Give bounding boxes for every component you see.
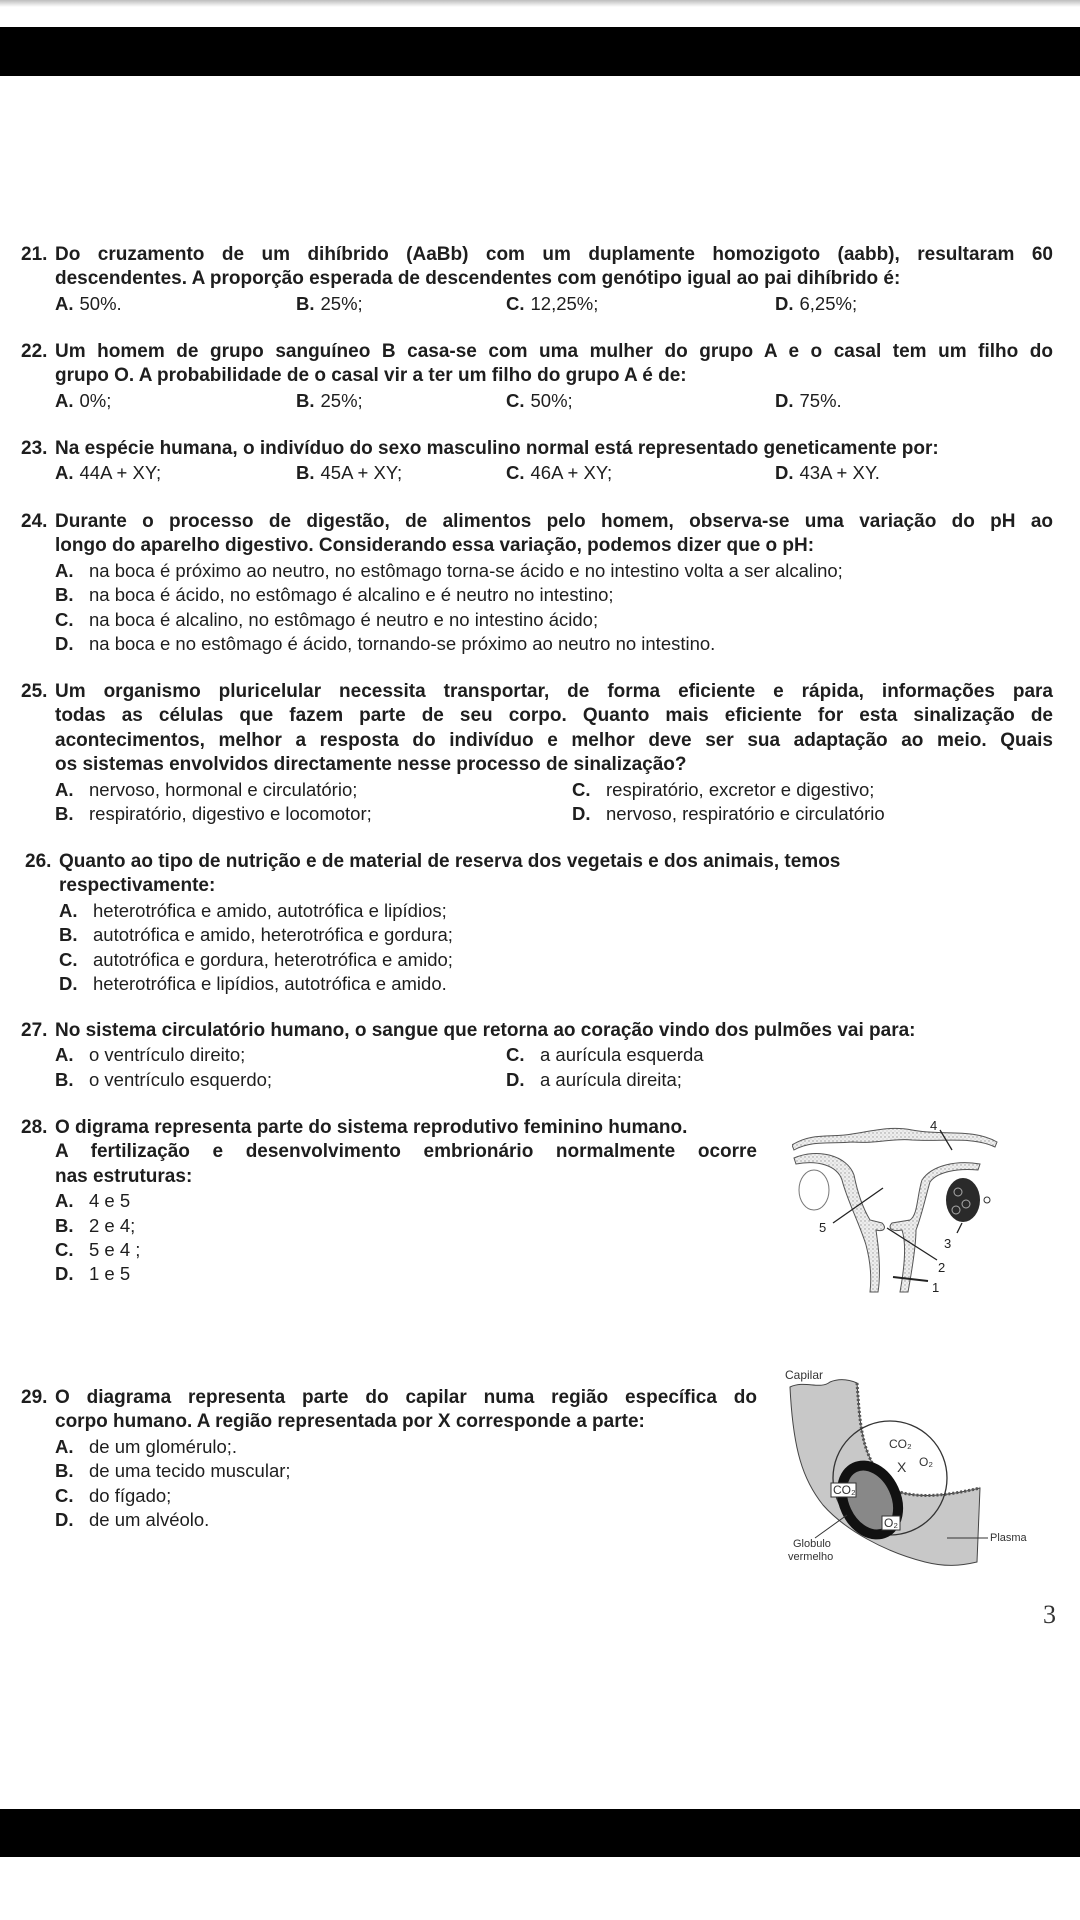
option-letter: D. [55,1263,74,1285]
option-b[interactable] [55,1459,291,1483]
answer-options [21,389,1053,413]
option-text: de uma tecido muscular; [89,1460,291,1482]
answer-options [25,899,1057,997]
option-row [21,802,1053,826]
option-row [21,1508,757,1532]
option-letter: B. [296,462,315,484]
option-row [21,461,1053,485]
question-stem [21,510,1053,559]
option-letter: A. [55,292,74,314]
question-text-line: todas as células que fazem parte de seu corpo. Quanto mais eficiente for esta sinalização de [55,705,1053,727]
option-letter: D. [59,972,78,994]
option-d[interactable] [59,972,447,996]
option-c[interactable] [55,1484,171,1508]
option-letter: B. [59,924,78,946]
option-letter: D. [55,632,74,654]
option-row [21,1238,757,1262]
question-text-line: nas estruturas: [55,1165,193,1187]
option-a[interactable] [59,899,447,923]
option-text: 44A + XY; [79,462,162,484]
label-4: 4 [930,1120,938,1133]
option-text: 50%; [530,389,573,411]
option-text: do fígado; [89,1484,172,1506]
option-letter: C. [572,778,591,800]
answer-options [21,1435,757,1533]
option-text: 45A + XY; [320,462,403,484]
option-a[interactable] [55,461,161,485]
label-co2: CO₂ [889,1437,912,1451]
option-d[interactable] [55,1508,209,1532]
ovum-icon [984,1197,990,1203]
option-letter: A. [55,462,74,484]
label-plasma: Plasma [990,1532,1027,1544]
question-21 [21,243,1053,316]
option-d[interactable] [506,1068,682,1092]
top-shadow [0,0,1080,7]
question-text-line: os sistemas envolvidos directamente nesse processo de sinalização? [55,754,687,776]
option-text: o ventrículo esquerdo; [89,1068,273,1090]
left-ovary-outline [799,1170,829,1210]
option-c[interactable] [55,1238,140,1262]
option-letter: C. [506,1044,525,1066]
option-row [21,1459,757,1483]
question-text-line: Quanto ao tipo de nutrição e de material de reserva dos vegetais e dos animais, temos [59,851,841,872]
option-row [21,583,1053,607]
left-tube [794,1153,884,1292]
question-number: 24. [21,511,48,532]
question-text-line: respectivamente: [59,875,216,897]
question-stem [21,243,1053,292]
option-d[interactable] [775,389,842,413]
question-number: 22. [21,341,48,362]
option-row [21,1068,1053,1092]
option-row [21,1214,757,1238]
question-text-line: No sistema circulatório humano, o sangue que retorna ao coração vindo dos pulmões vai para: [55,1020,916,1041]
uterine-tube-4 [792,1128,997,1150]
answer-options [21,1043,1053,1092]
question-text-line: Durante o processo de digestão, de alimentos pelo homem, observa-se uma variação do pH ao [55,511,1053,532]
option-letter: B. [55,1068,74,1090]
label-o2-box: O₂ [884,1516,898,1530]
question-text-line: O digrama representa parte do sistema reprodutivo feminino humano. [55,1117,688,1138]
option-c[interactable] [59,948,453,972]
label-5: 5 [819,1220,827,1235]
option-letter: C. [55,1484,74,1506]
option-text: a aurícula esquerda [540,1044,704,1066]
option-text: 25%; [320,292,363,314]
option-letter: D. [572,803,591,825]
question-text-line: longo do aparelho digestivo. Considerando essa variação, podemos dizer que o pH: [55,535,815,557]
option-text: 2 e 4; [89,1214,136,1236]
option-text: 43A + XY. [799,462,880,484]
option-text: nervoso, respiratório e circulatório [606,803,885,825]
option-letter: D. [506,1068,525,1090]
option-text: na boca é próximo ao neutro, no estômago torna-se ácido e no intestino volta a ser alcalino; [89,559,843,581]
question-number: 28. [21,1117,48,1138]
option-letter: C. [59,948,78,970]
question-text-line: Do cruzamento de um dihíbrido (AaBb) com um duplamente homozigoto (aabb), resultaram 60 [55,244,1053,265]
capillary-diagram [785,1370,1035,1570]
option-letter: A. [55,389,74,411]
option-row [21,1484,757,1508]
question-text-line: corpo humano. A região representada por X corresponde a parte: [55,1411,645,1433]
option-text: autotrófica e gordura, heterotrófica e amido; [93,948,453,970]
top-black-bar [0,27,1080,76]
option-b[interactable] [55,1214,135,1238]
option-a[interactable] [55,389,111,413]
option-letter: A. [55,1190,74,1212]
option-text: respiratório, digestivo e locomotor; [89,803,372,825]
option-letter: A. [55,1435,74,1457]
option-row [21,559,1053,583]
option-letter: D. [55,1508,74,1530]
label-vermelho: vermelho [788,1551,834,1563]
option-row [25,923,1057,947]
option-b[interactable] [55,802,372,826]
option-text: autotrófica e amido, heterotrófica e gordura; [93,924,453,946]
option-text: na boca e no estômago é ácido, tornando-se próximo ao neutro no intestino. [89,632,716,654]
question-text-line: Na espécie humana, o indivíduo do sexo masculino normal está representado geneticamente por: [55,438,939,459]
option-letter: A. [55,778,74,800]
option-row [25,948,1057,972]
option-text: heterotrófica e lipídios, autotrófica e amido. [93,972,447,994]
question-23 [21,437,1053,486]
option-letter: C. [506,389,525,411]
question-stem [21,1386,757,1435]
option-text: 75%. [799,389,842,411]
option-text: 50%. [79,292,122,314]
option-row [21,1189,757,1213]
option-b[interactable] [296,461,402,485]
option-text: 1 e 5 [89,1263,131,1285]
question-number: 21. [21,244,48,265]
option-row [21,1435,757,1459]
question-25 [21,680,1053,826]
option-a[interactable] [55,1189,130,1213]
option-text: a aurícula direita; [540,1068,682,1090]
option-d[interactable] [55,632,715,656]
option-text: 12,25%; [530,292,599,314]
label-2: 2 [938,1260,946,1275]
option-a[interactable] [55,1435,237,1459]
option-row [21,389,1053,413]
option-text: 0%; [79,389,112,411]
question-26 [25,850,1057,996]
option-letter: D. [775,462,794,484]
question-number: 26. [25,851,52,872]
question-stem [21,340,1053,389]
question-number: 25. [21,681,48,702]
answer-options [21,292,1053,316]
question-24 [21,510,1053,656]
label-o2: O₂ [919,1455,933,1469]
question-stem [21,680,1053,778]
option-d[interactable] [775,292,857,316]
option-letter: B. [296,292,315,314]
option-letter: C. [506,462,525,484]
label-capilar: Capilar [785,1370,824,1382]
label-3: 3 [944,1236,952,1251]
option-b[interactable] [296,292,363,316]
option-text: 46A + XY; [530,462,613,484]
option-row [21,1262,757,1286]
question-text-line: Um organismo pluricelular necessita transportar, de forma eficiente e rápida, informações para [55,681,1053,702]
option-letter: B. [55,803,74,825]
question-text-line: A fertilização e desenvolvimento embrionário normalmente ocorre [55,1141,757,1163]
option-letter: C. [55,1239,74,1260]
question-text-line: Um homem de grupo sanguíneo B casa-se com uma mulher do grupo A e o casal tem um filho do [55,341,1053,362]
option-letter: A. [55,1044,74,1066]
option-letter: A. [55,559,74,581]
option-text: na boca é ácido, no estômago é alcalino e é neutro no intestino; [89,584,614,606]
option-letter: A. [59,899,78,921]
option-text: na boca é alcalino, no estômago é neutro e no intestino ácido; [89,608,599,630]
label-x: X [897,1459,907,1475]
option-letter: C. [506,292,525,314]
question-22 [21,340,1053,413]
option-letter: B. [55,1214,74,1236]
option-text: 6,25%; [799,292,858,314]
question-number: 23. [21,438,48,459]
option-b[interactable] [55,1068,272,1092]
option-d[interactable] [572,802,885,826]
option-d[interactable] [775,461,880,485]
answer-options [21,1189,757,1287]
question-number: 27. [21,1020,48,1041]
option-b[interactable] [59,923,453,947]
option-letter: B. [296,389,315,411]
label-globulo: Globulo [793,1538,831,1550]
answer-options [21,559,1053,657]
option-row [25,899,1057,923]
option-row [21,1043,1053,1067]
option-b[interactable] [55,583,614,607]
option-c[interactable] [506,461,612,485]
question-text-line: grupo O. A probabilidade de o casal vir a ter um filho do grupo A é de: [55,365,687,387]
question-stem [21,1116,757,1189]
question-text-line: descendentes. A proporção esperada de descendentes com genótipo igual ao pai dihíbrido é: [55,268,901,290]
option-a[interactable] [55,559,843,583]
option-letter: C. [55,608,74,630]
option-letter: D. [775,292,794,314]
question-stem [21,437,1053,461]
option-text: 25%; [320,389,363,411]
question-stem [25,850,1057,899]
option-text: de um glomérulo;. [89,1435,238,1457]
option-c[interactable] [506,1043,704,1067]
option-d[interactable] [55,1262,130,1286]
option-text: o ventrículo direito; [89,1044,246,1066]
right-ovary-dark [946,1178,980,1222]
option-letter: D. [775,389,794,411]
option-b[interactable] [296,389,363,413]
option-c[interactable] [506,292,598,316]
female-reproductive-diagram [792,1120,1002,1298]
option-c[interactable] [506,389,573,413]
question-text-line: O diagrama representa parte do capilar numa região específica do [55,1387,757,1408]
option-text: nervoso, hormonal e circulatório; [89,778,358,800]
option-text: 4 e 5 [89,1190,131,1212]
answer-options [21,778,1053,827]
option-a[interactable] [55,778,357,802]
option-c[interactable] [55,608,598,632]
question-text-line: acontecimentos, melhor a resposta do indivíduo e melhor deve ser sua adaptação ao meio. Quais [55,729,1053,751]
label-1: 1 [932,1280,940,1295]
question-27 [21,1019,1053,1092]
option-letter: B. [55,584,74,606]
option-text: respiratório, excretor e digestivo; [606,778,875,800]
option-text: de um alvéolo. [89,1508,210,1530]
answer-options [21,461,1053,485]
question-number: 29. [21,1387,48,1408]
option-text: heterotrófica e amido, autotrófica e lipídios; [93,899,447,921]
option-text: 5 e 4 ; [89,1239,141,1260]
option-letter: B. [55,1460,74,1482]
option-row [21,778,1053,802]
option-a[interactable] [55,1043,245,1067]
option-c[interactable] [572,778,874,802]
question-stem [21,1019,1053,1043]
option-row [25,972,1057,996]
question-28 [21,1116,757,1287]
option-row [21,632,1053,656]
option-a[interactable] [55,292,122,316]
bottom-black-bar [0,1809,1080,1857]
label-co2-box: CO₂ [833,1483,856,1497]
question-29 [21,1386,757,1532]
page-number: 3 [1043,1600,1056,1629]
option-row [21,292,1053,316]
option-row [21,608,1053,632]
